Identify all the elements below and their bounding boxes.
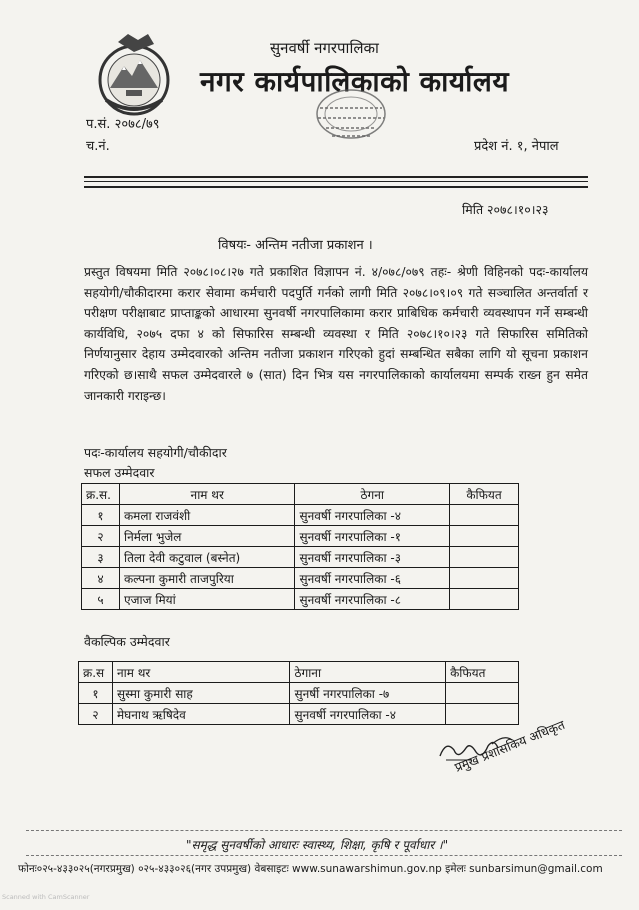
footer-rule — [26, 830, 622, 831]
alternate-candidates-heading: वैकल्पिक उम्मेदवार — [84, 634, 170, 649]
nepal-emblem-icon — [88, 30, 180, 122]
header-name: नाम थर — [112, 662, 289, 683]
cell-name: निर्मला भुजेल — [119, 526, 294, 547]
cell-name: कल्पना कुमारी ताजपुरिया — [119, 568, 294, 589]
dispatch-number: च.नं. — [86, 139, 110, 154]
header-address: ठेगाना — [290, 662, 446, 683]
table-row — [79, 704, 519, 725]
table-header-row — [79, 662, 519, 683]
table-row — [82, 568, 519, 589]
reference-number: प.सं. २०७८/७९ — [86, 117, 160, 132]
signatory-title: प्रमुख प्रशासकिय अधिकृत — [452, 716, 567, 775]
cell-sn: ४ — [82, 568, 120, 589]
cell-address: सुनवर्षी नगरपालिका -८ — [295, 589, 450, 610]
cell-sn: २ — [79, 704, 113, 725]
header-rule — [84, 176, 588, 178]
table-row — [82, 526, 519, 547]
cell-sn: १ — [82, 505, 120, 526]
success-candidates-heading: सफल उम्मेदवार — [84, 465, 155, 480]
municipality-name: सुनवर्षी नगरपालिका — [270, 39, 379, 57]
scanner-watermark: Scanned with CamScanner — [2, 893, 90, 901]
cell-remarks — [450, 505, 519, 526]
table-row — [82, 547, 519, 568]
header-remarks: कैफियत — [446, 662, 519, 683]
table-row — [82, 505, 519, 526]
cell-name: मेघनाथ ऋषिदेव — [112, 704, 289, 725]
table-row — [82, 589, 519, 610]
office-name: नगर कार्यपालिकाको कार्यालय — [200, 65, 510, 98]
cell-remarks — [446, 683, 519, 704]
letter-subject: विषयः- अन्तिम नतीजा प्रकाशन । — [218, 238, 373, 253]
cell-name: सुस्मा कुमारी साह — [112, 683, 289, 704]
cell-name: कमला राजवंशी — [119, 505, 294, 526]
cell-remarks — [450, 526, 519, 547]
alternate-candidates-table — [78, 661, 519, 725]
success-candidates-table — [81, 483, 519, 610]
cell-sn: ५ — [82, 589, 120, 610]
cell-sn: ३ — [82, 547, 120, 568]
cell-name: तिला देवी कटुवाल (बस्नेत) — [119, 547, 294, 568]
header-rule — [84, 181, 588, 182]
footer-rule — [26, 855, 622, 856]
table-header-row — [82, 484, 519, 505]
header-name: नाम थर — [119, 484, 294, 505]
cell-remarks — [446, 704, 519, 725]
cell-address: सुनर्षी नगरपालिका -७ — [290, 683, 446, 704]
cell-name: एजाज मियां — [119, 589, 294, 610]
cell-sn: २ — [82, 526, 120, 547]
letter-body: प्रस्तुत विषयमा मिति २०७८।०८।२७ गते प्रकाशित विज्ञापन नं. ४/०७८/०७९ तहः- श्रेणी विहिनको पदः-कार्यालय सहयोगी/चौकीदारमा करार सेवामा कर्मचारी पदपुर्ति गर्नको लागी मिति २०७८।०९।०९ गते सञ्चालित अन्तर्वार्ता र परीक्षण परीक्षाबाट प्राप्ताङ्कको आधारमा सुनवर्षी नगरपालिकामा करार प्राबिधिक कर्मचारी व्यवस्थापन गर्ने सम्बन्धी कार्यविधि, २०७५ दफा ४ को सिफारिस सम्बन्धी व्यवस्था र मिति २०७८।१०।२३ गते सिफारिस समितिको निर्णयानुसार देहाय उम्मेदवारको अन्तिम नतीजा प्रकाशन गरिएको हुदां सम्बन्धित सबैका लागि यो सूचना प्रकाशन गरिएको छ।साथै सफल उम्मेदवारले ७ (सात) दिन भित्र यस नगरपालिकाको कार्यालयमा सम्पर्क राख्न हुन समेत जानकारी गराइन्छ। — [84, 265, 588, 403]
footer-slogan: "समृद्ध सुनवर्षीको आधारः स्वास्थ्य, शिक्षा, कृषि र पूर्वाधार ।" — [186, 838, 449, 852]
province-label: प्रदेश नं. १, नेपाल — [474, 139, 559, 154]
cell-address: सुनवर्षी नगरपालिका -३ — [295, 547, 450, 568]
header-sn: क्र.स — [79, 662, 113, 683]
cell-remarks — [450, 547, 519, 568]
post-title: पदः-कार्यालय सहयोगी/चौकीदार — [84, 445, 227, 460]
header-address: ठेगना — [295, 484, 450, 505]
header-rule — [84, 186, 588, 188]
cell-address: सुनवर्षी नगरपालिका -६ — [295, 568, 450, 589]
footer-contact: फोनः०२५-४३३०२५(नगरप्रमुख) ०२५-४३३०२६(नगर उपप्रमुख) वेबसाइटः www.sunawarshimun.gov.np इमेलः sunbarsimun@gmail.com — [18, 863, 603, 875]
cell-address: सुनवर्षी नगरपालिका -१ — [295, 526, 450, 547]
letter-date: मिति २०७८।१०।२३ — [462, 202, 549, 217]
cell-address: सुनवर्षी नगरपालिका -४ — [295, 505, 450, 526]
cell-remarks — [450, 568, 519, 589]
header-sn: क्र.स. — [82, 484, 120, 505]
table-row — [79, 683, 519, 704]
header-remarks: कैफियत — [450, 484, 519, 505]
cell-address: सुनवर्षी नगरपालिका -४ — [290, 704, 446, 725]
cell-remarks — [450, 589, 519, 610]
office-seal-icon — [296, 88, 406, 150]
cell-sn: १ — [79, 683, 113, 704]
